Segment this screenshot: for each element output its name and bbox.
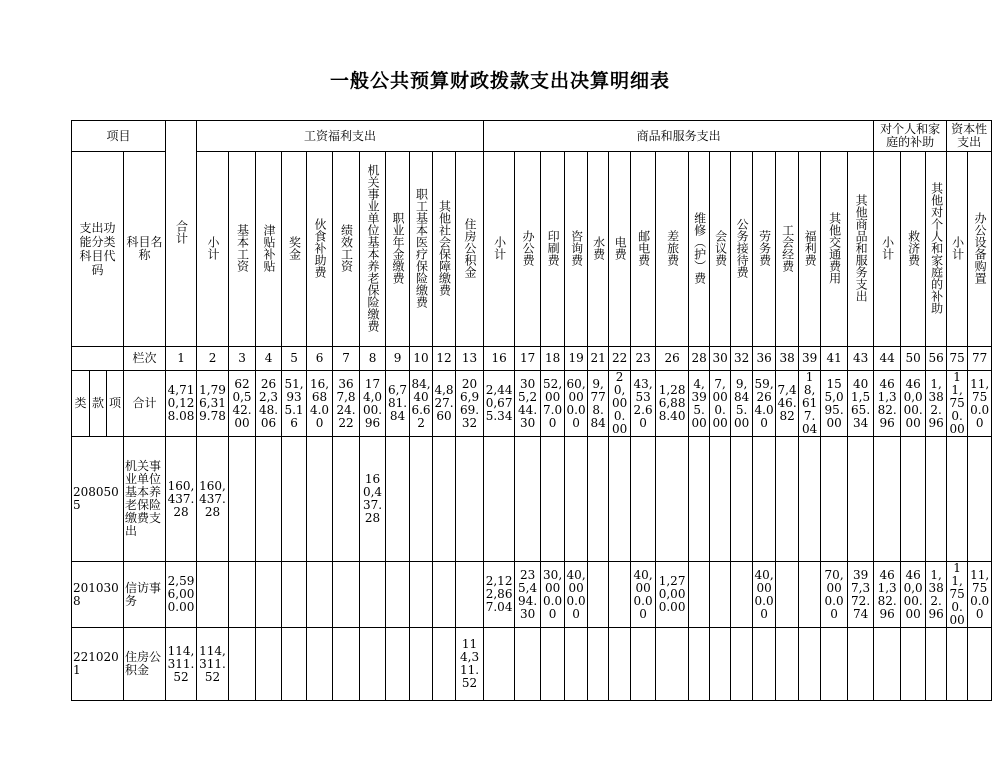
- column-header-18: 邮电费: [631, 152, 656, 347]
- expenditure-table: [71, 120, 992, 701]
- cell-value: [386, 437, 410, 562]
- cell-value: [631, 628, 656, 701]
- column-number: 30: [710, 347, 731, 371]
- cell-value: [710, 437, 731, 562]
- cell-value: [731, 628, 753, 701]
- total-value: 4,395.00: [689, 371, 710, 437]
- column-number: 32: [731, 347, 753, 371]
- column-header-21: 会议费: [710, 152, 731, 347]
- total-value: 51,935.16: [282, 371, 307, 437]
- cell-value: [256, 628, 282, 701]
- total-value: 1,796,319.78: [197, 371, 229, 437]
- cell-value: [821, 628, 848, 701]
- cell-value: [656, 437, 689, 562]
- cell-value: [282, 628, 307, 701]
- column-number: 5: [282, 347, 307, 371]
- column-number: 6: [307, 347, 333, 371]
- total-value: 1,382.96: [926, 371, 947, 437]
- cell-value: [968, 628, 992, 701]
- class-header: 类: [72, 371, 90, 437]
- cell-value: 461,382.96: [874, 562, 901, 628]
- column-header-2: 基本工资: [229, 152, 256, 347]
- cell-value: [333, 562, 360, 628]
- subject-name: 信访事务: [124, 562, 166, 628]
- cell-value: [484, 628, 515, 701]
- cell-value: [731, 437, 753, 562]
- cell-value: [229, 628, 256, 701]
- cell-value: [307, 628, 333, 701]
- cell-value: [947, 437, 968, 562]
- cell-value: [968, 437, 992, 562]
- column-number: 3: [229, 347, 256, 371]
- column-header-17: 电费: [609, 152, 631, 347]
- function-code-header: 支出功能分类科目代码: [72, 152, 124, 347]
- cell-value: [282, 437, 307, 562]
- cell-value: [821, 437, 848, 562]
- total-value: 174,000.96: [360, 371, 386, 437]
- subject-code: 2010308: [72, 562, 124, 628]
- total-value: 305,244.30: [515, 371, 541, 437]
- page-title: 一般公共预算财政拨款支出决算明细表: [329, 70, 670, 92]
- column-header-11: 住房公积金: [456, 152, 484, 347]
- cell-value: 397,372.74: [848, 562, 874, 628]
- column-number: 43: [848, 347, 874, 371]
- column-header-1: 小计: [197, 152, 229, 347]
- cell-value: [799, 628, 821, 701]
- column-header-6: 绩效工资: [333, 152, 360, 347]
- cell-value: [710, 628, 731, 701]
- cell-value: 2,596,000.00: [166, 562, 197, 628]
- column-number: 56: [926, 347, 947, 371]
- column-number: 9: [386, 347, 410, 371]
- column-number: 10: [410, 347, 433, 371]
- total-value: 620,542.00: [229, 371, 256, 437]
- cell-value: [433, 562, 456, 628]
- column-header-31: 小计: [947, 152, 968, 347]
- transfer-group-header: 对个人和家庭的补助: [874, 121, 947, 152]
- column-number: 44: [874, 347, 901, 371]
- cell-value: [588, 437, 609, 562]
- total-value: 60,000.00: [565, 371, 588, 437]
- cell-value: [947, 628, 968, 701]
- cell-value: [776, 562, 799, 628]
- cell-value: [631, 437, 656, 562]
- column-header-22: 公务接待费: [731, 152, 753, 347]
- cell-value: [456, 562, 484, 628]
- column-number: 8: [360, 347, 386, 371]
- cell-value: [901, 437, 926, 562]
- column-header-28: 小计: [874, 152, 901, 347]
- total-value: 16,684.00: [307, 371, 333, 437]
- cell-value: [609, 562, 631, 628]
- cell-value: [689, 437, 710, 562]
- cell-value: [609, 437, 631, 562]
- column-number-label: 栏次: [124, 347, 166, 371]
- cell-value: 40,000.00: [753, 562, 776, 628]
- cell-value: [386, 628, 410, 701]
- cell-value: [456, 437, 484, 562]
- column-header-19: 差旅费: [656, 152, 689, 347]
- cell-value: [333, 628, 360, 701]
- cell-value: [799, 562, 821, 628]
- cell-value: [256, 437, 282, 562]
- cell-value: [360, 628, 386, 701]
- cell-value: [848, 628, 874, 701]
- total-value: 367,824.22: [333, 371, 360, 437]
- cell-value: [433, 628, 456, 701]
- cell-value: [386, 562, 410, 628]
- cell-value: [588, 628, 609, 701]
- column-number: 17: [515, 347, 541, 371]
- subject-name: 机关事业单位基本养老保险缴费支出: [124, 437, 166, 562]
- total-value: 4,710,128.08: [166, 371, 197, 437]
- column-number: 77: [968, 347, 992, 371]
- cell-value: 11,750.00: [947, 562, 968, 628]
- goods-group-header: 商品和服务支出: [484, 121, 874, 152]
- cell-value: [307, 437, 333, 562]
- cell-value: 114,311.52: [456, 628, 484, 701]
- subject-code: 2080505: [72, 437, 124, 562]
- column-number: 22: [609, 347, 631, 371]
- cell-value: 40,000.00: [565, 562, 588, 628]
- cell-value: 2,122,867.04: [484, 562, 515, 628]
- cell-value: [776, 628, 799, 701]
- cell-value: [710, 562, 731, 628]
- cell-value: 40,000.00: [631, 562, 656, 628]
- cell-value: [333, 437, 360, 562]
- cell-value: [753, 628, 776, 701]
- cell-value: 30,000.00: [541, 562, 565, 628]
- total-value: 155,095.00: [821, 371, 848, 437]
- total-value: 401,565.34: [848, 371, 874, 437]
- cell-value: 235,494.30: [515, 562, 541, 628]
- total-value: 11,750.00: [968, 371, 992, 437]
- cell-value: [410, 437, 433, 562]
- column-header-9: 职工基本医疗保险缴费: [410, 152, 433, 347]
- cell-value: [229, 562, 256, 628]
- column-header-27: 其他商品和服务支出: [848, 152, 874, 347]
- table-row: [72, 437, 992, 562]
- total-value: 84,406.62: [410, 371, 433, 437]
- cell-value: 114,311.52: [197, 628, 229, 701]
- cell-value: [515, 437, 541, 562]
- wage-group-header: 工资福利支出: [197, 121, 484, 152]
- total-row: [72, 371, 992, 437]
- total-value: 59,264.00: [753, 371, 776, 437]
- column-header-3: 津贴补贴: [256, 152, 282, 347]
- total-value: 460,000.00: [901, 371, 926, 437]
- table-row: [72, 562, 992, 628]
- cell-value: [799, 437, 821, 562]
- cell-value: [689, 562, 710, 628]
- column-number: 1: [166, 347, 197, 371]
- cell-value: [410, 562, 433, 628]
- cell-value: [926, 437, 947, 562]
- column-number: 4: [256, 347, 282, 371]
- column-number: 2: [197, 347, 229, 371]
- column-header-13: 办公费: [515, 152, 541, 347]
- cell-value: [256, 562, 282, 628]
- column-header-25: 福利费: [799, 152, 821, 347]
- cell-value: [197, 562, 229, 628]
- cell-value: [282, 562, 307, 628]
- cell-value: [874, 437, 901, 562]
- total-value: 461,382.96: [874, 371, 901, 437]
- subject-code: 2210201: [72, 628, 124, 701]
- total-value: 2,440,675.34: [484, 371, 515, 437]
- column-header-10: 其他社会保障缴费: [433, 152, 456, 347]
- subject-name-header: 科目名称: [124, 152, 166, 347]
- total-value: 18,617.04: [799, 371, 821, 437]
- column-number: 36: [753, 347, 776, 371]
- total-value: 206,969.32: [456, 371, 484, 437]
- cell-value: [541, 628, 565, 701]
- column-number: 50: [901, 347, 926, 371]
- column-header-20: 维修（护）费: [689, 152, 710, 347]
- total-value: 6,781.84: [386, 371, 410, 437]
- total-value: 43,532.60: [631, 371, 656, 437]
- total-value: 9,845.00: [731, 371, 753, 437]
- cell-value: [565, 628, 588, 701]
- column-number: 39: [799, 347, 821, 371]
- column-number-row: [72, 347, 992, 371]
- cell-value: [874, 628, 901, 701]
- total-value: 20,000.00: [609, 371, 631, 437]
- total-row-label: 合计: [124, 371, 166, 437]
- cell-value: [901, 628, 926, 701]
- cell-value: 70,000.00: [821, 562, 848, 628]
- total-value: 1,286,888.40: [656, 371, 689, 437]
- cell-value: 11,750.00: [968, 562, 992, 628]
- cell-value: 160,437.28: [197, 437, 229, 562]
- total-value: 7,000.00: [710, 371, 731, 437]
- cell-value: 114,311.52: [166, 628, 197, 701]
- column-number: 38: [776, 347, 799, 371]
- column-header-30: 其他对个人和家庭的补助: [926, 152, 947, 347]
- subject-name: 住房公积金: [124, 628, 166, 701]
- column-header-4: 奖金: [282, 152, 307, 347]
- column-header-26: 其他交通费用: [821, 152, 848, 347]
- total-value: 4,827.60: [433, 371, 456, 437]
- cell-value: [731, 562, 753, 628]
- cell-value: [753, 437, 776, 562]
- cell-value: [515, 628, 541, 701]
- column-number: 18: [541, 347, 565, 371]
- cell-value: [307, 562, 333, 628]
- section-header: 款: [90, 371, 107, 437]
- total-column-header: 合计: [166, 121, 197, 347]
- total-value: 7,446.82: [776, 371, 799, 437]
- cell-value: [360, 562, 386, 628]
- column-header-16: 水费: [588, 152, 609, 347]
- total-value: 262,348.06: [256, 371, 282, 437]
- cell-value: 160,437.28: [360, 437, 386, 562]
- column-number: 75: [947, 347, 968, 371]
- column-header-12: 小计: [484, 152, 515, 347]
- column-number: 41: [821, 347, 848, 371]
- column-number: 28: [689, 347, 710, 371]
- cell-value: [609, 628, 631, 701]
- cell-value: 1,382.96: [926, 562, 947, 628]
- column-header-23: 劳务费: [753, 152, 776, 347]
- cell-value: 460,000.00: [901, 562, 926, 628]
- column-header-7: 机关事业单位基本养老保险缴费: [360, 152, 386, 347]
- column-header-8: 职业年金缴费: [386, 152, 410, 347]
- column-number: 12: [433, 347, 456, 371]
- table-row: [72, 628, 992, 701]
- total-value: 52,007.00: [541, 371, 565, 437]
- cell-value: [588, 562, 609, 628]
- cell-value: [689, 628, 710, 701]
- total-value: 11,750.00: [947, 371, 968, 437]
- column-number: 23: [631, 347, 656, 371]
- cell-value: [541, 437, 565, 562]
- header-row-columns: [72, 152, 992, 347]
- cell-value: [484, 437, 515, 562]
- column-header-14: 印刷费: [541, 152, 565, 347]
- column-number: 21: [588, 347, 609, 371]
- item-header: 项: [107, 371, 124, 437]
- column-number: 13: [456, 347, 484, 371]
- project-header: 项目: [72, 121, 166, 152]
- capital-group-header: 资本性支出: [947, 121, 992, 152]
- column-number: 16: [484, 347, 515, 371]
- cell-value: 160,437.28: [166, 437, 197, 562]
- cell-value: [848, 437, 874, 562]
- cell-value: [656, 628, 689, 701]
- column-header-5: 伙食补助费: [307, 152, 333, 347]
- column-header-32: 办公设备购置: [968, 152, 992, 347]
- cell-value: [926, 628, 947, 701]
- header-row-groups: [72, 121, 992, 152]
- cell-value: [229, 437, 256, 562]
- cell-value: [565, 437, 588, 562]
- cell-value: [410, 628, 433, 701]
- cell-value: 1,270,000.00: [656, 562, 689, 628]
- column-number: 26: [656, 347, 689, 371]
- total-value: 9,778.84: [588, 371, 609, 437]
- column-number: 7: [333, 347, 360, 371]
- column-header-29: 救济费: [901, 152, 926, 347]
- cell-value: [776, 437, 799, 562]
- column-header-15: 咨询费: [565, 152, 588, 347]
- cell-value: [433, 437, 456, 562]
- column-header-24: 工会经费: [776, 152, 799, 347]
- column-number: 19: [565, 347, 588, 371]
